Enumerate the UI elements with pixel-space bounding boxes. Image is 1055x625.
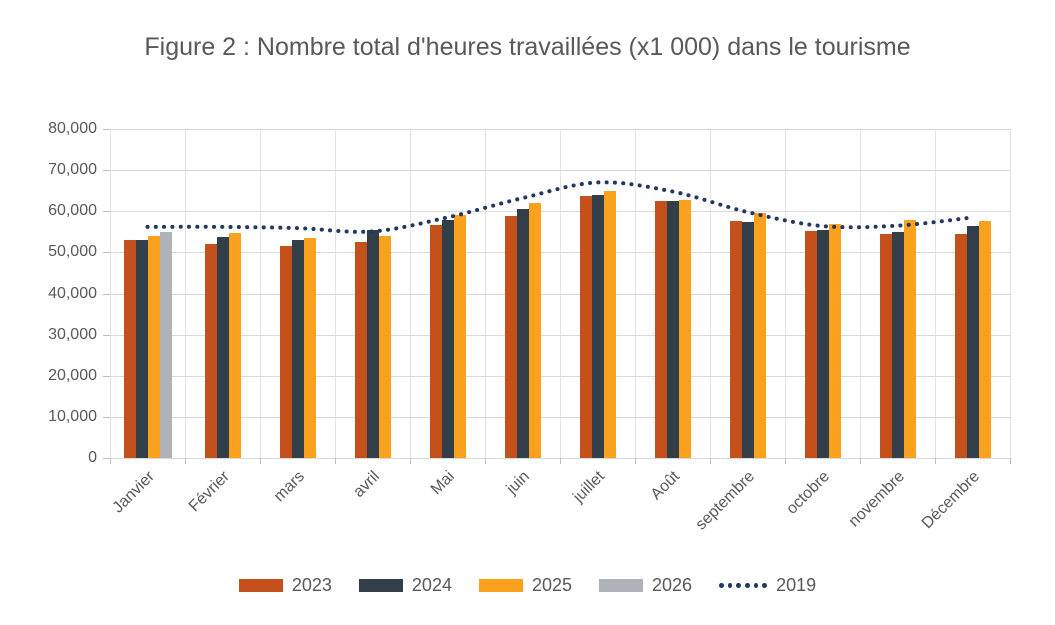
x-axis-label-decembre: Décembre xyxy=(918,468,983,533)
legend-label-2023: 2023 xyxy=(291,574,332,595)
legend-swatch-2023 xyxy=(239,579,283,592)
bar-2024-fevrier xyxy=(217,237,229,458)
bar-2023-janvier xyxy=(124,240,136,458)
bar-2026-janvier xyxy=(160,232,172,458)
legend xyxy=(0,573,1055,597)
y-axis-tick-label: 50,000 xyxy=(48,243,97,261)
bar-group-fevrier xyxy=(185,129,260,458)
legend-swatch-2026 xyxy=(599,579,643,592)
bar-2024-septembre xyxy=(742,222,754,458)
y-axis-tick xyxy=(103,129,110,130)
bar-2024-avril xyxy=(367,230,379,458)
y-axis-tick-label: 30,000 xyxy=(48,325,97,343)
bar-2025-juillet xyxy=(604,191,616,458)
bar-2024-novembre xyxy=(892,232,904,458)
bar-2025-aout xyxy=(679,200,691,458)
bar-2024-decembre xyxy=(967,226,979,458)
legend-item-2023 xyxy=(239,575,332,596)
y-axis-tick xyxy=(103,376,110,377)
bar-2024-janvier xyxy=(136,240,148,458)
bar-2023-mars xyxy=(280,246,292,458)
legend-dot-icon xyxy=(736,583,741,588)
bar-group-janvier xyxy=(110,129,185,458)
bar-2024-mai xyxy=(442,220,454,458)
legend-label-2024: 2024 xyxy=(411,574,452,595)
x-axis-tick xyxy=(110,458,111,464)
y-axis-tick-label: 60,000 xyxy=(48,202,97,220)
x-axis-tick xyxy=(710,458,711,464)
bar-group-septembre xyxy=(710,129,785,458)
bar-2024-aout xyxy=(667,201,679,458)
y-axis-tick xyxy=(103,458,110,459)
y-axis-tick xyxy=(103,252,110,253)
bar-2025-janvier xyxy=(148,236,160,458)
x-axis-tick xyxy=(410,458,411,464)
bar-group-avril xyxy=(335,129,410,458)
plot-area xyxy=(110,129,1010,458)
x-axis-label-juillet: juillet xyxy=(569,468,608,506)
legend-dot-icon xyxy=(754,583,759,588)
y-axis-tick-label: 40,000 xyxy=(48,284,97,302)
y-axis-tick xyxy=(103,170,110,171)
x-axis-label-fevrier: Février xyxy=(185,468,233,516)
bar-2025-fevrier xyxy=(229,233,241,458)
bar-2025-avril xyxy=(379,236,391,458)
legend-item-2024 xyxy=(359,575,452,596)
bar-2025-juin xyxy=(529,203,541,458)
bar-2023-juillet xyxy=(580,196,592,458)
legend-dot-icon xyxy=(719,583,724,588)
bar-group-mars xyxy=(260,129,335,458)
y-axis-tick xyxy=(103,294,110,295)
chart-title: Figure 2 : Nombre total d'heures travaillées (x1 000) dans le tourisme xyxy=(144,33,911,61)
legend-dot-icon xyxy=(762,583,767,588)
legend-item-2026 xyxy=(599,575,692,596)
bar-2023-septembre xyxy=(730,221,742,458)
bar-2024-mars xyxy=(292,240,304,458)
bar-2025-octobre xyxy=(829,224,841,458)
x-axis-tick xyxy=(785,458,786,464)
legend-label-2019: 2019 xyxy=(776,574,817,595)
bar-group-juin xyxy=(485,129,560,458)
bar-2025-mars xyxy=(304,238,316,458)
y-axis-tick xyxy=(103,211,110,212)
x-axis-label-octobre: octobre xyxy=(782,468,833,518)
bar-group-mai xyxy=(410,129,485,458)
bar-2023-novembre xyxy=(880,234,892,458)
x-axis-tick xyxy=(860,458,861,464)
x-axis-tick xyxy=(260,458,261,464)
y-axis-tick-label: 0 xyxy=(88,449,97,466)
y-axis-tick xyxy=(103,417,110,418)
bar-2025-decembre xyxy=(979,221,991,458)
bar-2023-octobre xyxy=(805,231,817,458)
x-axis-tick xyxy=(185,458,186,464)
y-axis-tick-label: 70,000 xyxy=(48,161,97,179)
bar-group-decembre xyxy=(935,129,1010,458)
legend-item-2025 xyxy=(479,575,572,596)
legend-swatch-2025 xyxy=(479,579,523,592)
bar-2023-fevrier xyxy=(205,244,217,458)
bar-2023-decembre xyxy=(955,234,967,458)
legend-dot-icon xyxy=(745,583,750,588)
bar-2023-juin xyxy=(505,216,517,458)
y-axis-tick-label: 80,000 xyxy=(48,120,97,137)
bar-2025-mai xyxy=(454,215,466,458)
legend-item-2019 xyxy=(719,575,816,596)
legend-dot-icon xyxy=(728,583,733,588)
legend-dotted-marker-2019 xyxy=(719,583,767,588)
bar-2023-avril xyxy=(355,242,367,458)
x-axis-label-janvier: Janvier xyxy=(109,468,158,517)
x-axis-tick xyxy=(335,458,336,464)
x-axis-label-aout: Août xyxy=(647,468,683,504)
legend-label-2025: 2025 xyxy=(531,574,573,595)
bar-2025-septembre xyxy=(754,213,766,458)
legend-label-2026: 2026 xyxy=(652,574,693,595)
bar-2024-juillet xyxy=(592,195,604,458)
x-axis-label-septembre: septembre xyxy=(692,468,758,534)
y-axis-tick xyxy=(103,335,110,336)
bar-group-octobre xyxy=(785,129,860,458)
x-axis-label-avril: avril xyxy=(349,468,383,501)
x-axis-tick xyxy=(635,458,636,464)
x-axis-label-mai: Mai xyxy=(427,468,458,499)
y-axis-tick-label: 20,000 xyxy=(48,366,97,384)
legend-swatch-2024 xyxy=(359,579,403,592)
y-axis-tick-label: 10,000 xyxy=(48,407,97,425)
bar-2024-juin xyxy=(517,209,529,458)
x-axis-label-juin: juin xyxy=(502,468,533,498)
x-axis-tick xyxy=(935,458,936,464)
x-axis-tick xyxy=(560,458,561,464)
x-axis-tick xyxy=(1010,458,1011,464)
x-axis-tick xyxy=(485,458,486,464)
gridline-vertical xyxy=(1010,129,1011,458)
bar-group-juillet xyxy=(560,129,635,458)
bar-2023-mai xyxy=(430,225,442,458)
bar-2023-aout xyxy=(655,201,667,458)
bar-2025-novembre xyxy=(904,220,916,458)
x-axis-label-novembre: novembre xyxy=(845,468,908,531)
bar-2024-octobre xyxy=(817,230,829,458)
bar-group-aout xyxy=(635,129,710,458)
bar-group-novembre xyxy=(860,129,935,458)
x-axis-label-mars: mars xyxy=(270,468,308,506)
